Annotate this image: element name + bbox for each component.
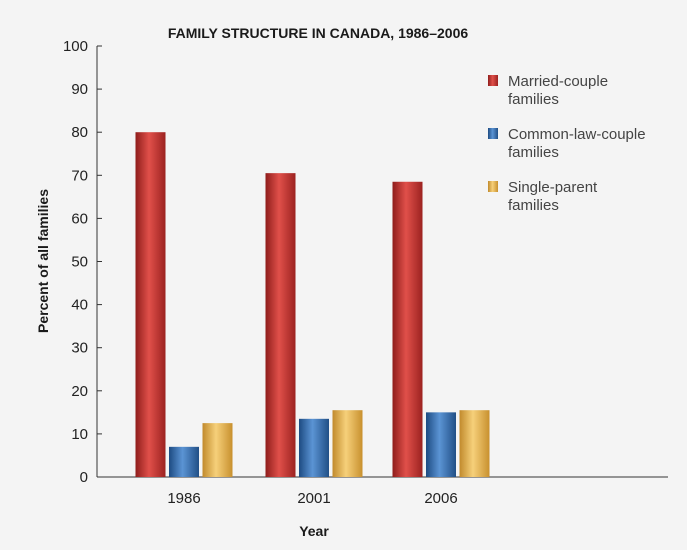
y-axis-title: Percent of all families xyxy=(35,189,51,333)
bar-2006-series-0 xyxy=(393,182,423,477)
legend-label: Single-parent xyxy=(508,179,598,196)
bars xyxy=(136,132,490,477)
legend xyxy=(488,73,646,214)
bar-1986-series-1 xyxy=(169,447,199,477)
x-axis-title: Year xyxy=(299,523,329,539)
legend-label: families xyxy=(508,91,559,108)
bar-1986-series-0 xyxy=(136,132,166,477)
y-tick-label: 10 xyxy=(71,425,88,443)
bar-2006-series-2 xyxy=(460,410,490,477)
y-tick-label: 30 xyxy=(71,339,88,357)
y-tick-label: 100 xyxy=(62,38,88,55)
bar-2006-series-1 xyxy=(426,412,456,477)
bar-2001-series-0 xyxy=(266,173,296,477)
y-tick-label: 90 xyxy=(71,81,88,99)
x-tick-label: 2001 xyxy=(297,490,331,507)
y-tick-label: 50 xyxy=(71,253,88,271)
y-tick-label: 20 xyxy=(71,382,88,400)
y-axis xyxy=(63,38,102,486)
x-tick-label: 1986 xyxy=(167,490,201,507)
x-axis xyxy=(97,477,668,507)
y-tick-label: 70 xyxy=(71,167,88,185)
bar-1986-series-2 xyxy=(203,423,233,477)
legend-swatch xyxy=(488,128,498,139)
bar-2001-series-2 xyxy=(333,410,363,477)
y-tick-label: 0 xyxy=(79,469,88,486)
legend-label: families xyxy=(508,144,559,161)
y-tick-label: 40 xyxy=(71,296,88,314)
legend-label: Married-couple xyxy=(508,73,609,90)
chart-title: FAMILY STRUCTURE IN CANADA, 1986–2006 xyxy=(167,25,469,41)
legend-swatch xyxy=(488,75,498,86)
x-tick-label: 2006 xyxy=(424,490,458,507)
legend-label: Common-law-couple xyxy=(508,126,646,143)
legend-label: families xyxy=(508,197,559,214)
y-tick-label: 80 xyxy=(71,124,88,142)
legend-swatch xyxy=(488,181,498,192)
y-tick-label: 60 xyxy=(71,210,88,228)
bar-2001-series-1 xyxy=(299,419,329,477)
